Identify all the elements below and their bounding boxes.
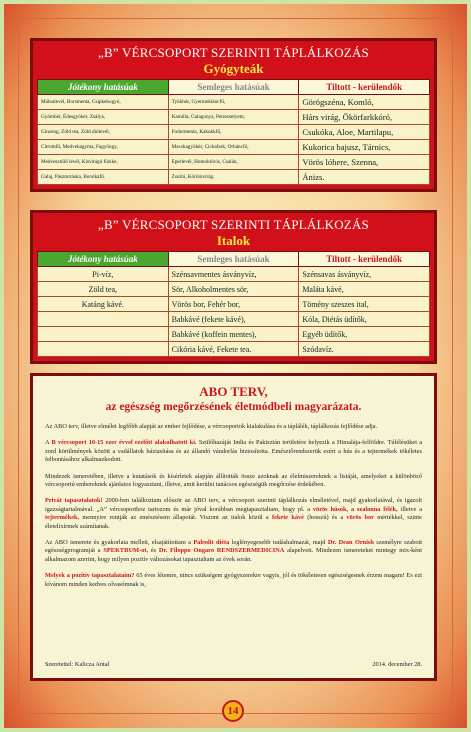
table-row (38, 95, 430, 110)
table1-header (33, 41, 434, 77)
table2-header (33, 213, 434, 249)
cell (38, 312, 169, 327)
table2-title: „B” VÉRCSOPORT SZERINTI TÁPLÁLKOZÁS (98, 217, 369, 232)
cell: Ginzeng, Zöld tea, Zöld diólevél, (38, 125, 169, 140)
highlight-text: B vércsoport 10-15 ezer évvel ezelőtt alakulhatott ki. (51, 439, 197, 447)
abo-paragraph-4 (45, 497, 422, 531)
cell: Vörös bor, Fehér bor, (168, 297, 299, 312)
cell: Zsurló, Körömvirág. (168, 170, 299, 185)
text: alapelveit. Mindezen ismereteket mintegy mix-ként alkalmazom azerint, hogy milyen pozitív változásokat tapasztaltam az évek során. (45, 547, 422, 563)
highlight-text: Privát tapasztalatok! (45, 497, 103, 505)
cell: Hárs virág, Ökörfarkkóró, (299, 110, 430, 125)
cell: Cikória kávé, Fekete tea. (168, 342, 299, 357)
highlight-text: vörös húsok, a szalonna félék, (312, 505, 398, 513)
text: illetve a (397, 505, 422, 513)
cell: Eperlevél, Homoktövis, Csalán, (168, 155, 299, 170)
text: mennyire rontják az emésztésem állapotát. Viszont az italok közül a (79, 514, 272, 522)
cell (38, 327, 169, 342)
signature-line (45, 661, 422, 668)
highlight-text: vörös bor (346, 514, 374, 522)
cell: Kóla, Diétás üdítők, (299, 312, 430, 327)
cell: Babkávé (fekete kávé), (168, 312, 299, 327)
cell: Kukorica bajusz, Tárnics, (299, 140, 430, 155)
abo-paragraph-6 (45, 572, 422, 589)
table2-header-row (38, 252, 430, 267)
cell: Sör, Alkoholmentes sör, (168, 282, 299, 297)
drinks-table-box (30, 210, 437, 364)
table-row (38, 312, 430, 327)
cell: Szénsavmentes ásványvíz, (168, 267, 299, 282)
cell: Fodormenta, Kakukkfű, (168, 125, 299, 140)
table-row (38, 342, 430, 357)
abo-subtitle: az egészség megőrzésének életmódbeli magyarázata. (105, 401, 362, 413)
cell: Tömény szeszes ital, (299, 297, 430, 312)
cell: Maláta kávé, (299, 282, 430, 297)
table-row (38, 155, 430, 170)
col-beneficial: Jótékony hatásúak (38, 80, 169, 95)
cell: Galaj, Pásztortáska, Borsikafű. (38, 170, 169, 185)
cell: Katáng kávé. (38, 297, 169, 312)
abo-paragraph-5 (45, 539, 422, 564)
cell: Görögszéna, Komló, (299, 95, 430, 110)
text: Szülőhazáját India és Pakisztán területére helyezik a Himalája-felföldre. Túlélésüket a zord körülmények között a vadállatok háziasítása és az állandó vándorlás biztosította. Emésztőrendszerük ezért a hús és a tejtermékek tökéletes felbontásához alkalmazkodott. (45, 439, 422, 464)
cell: Ánizs. (299, 170, 430, 185)
col-forbidden: Tiltott - kerülendők (299, 252, 430, 267)
text: mértékkel, szinte életelixírmek számítanak. (45, 514, 422, 530)
col-forbidden: Tiltott - kerülendők (299, 80, 430, 95)
text: 65 éves létemre, nincs szükségem gyógyszerekre vagyis, jól és tökéletesen egészségesnek érzem magam! Es ezt kívánom minden kedves olvasómnak is, (45, 572, 423, 588)
highlight-text: Melyek a pozitív tapasztalataim? (45, 572, 135, 580)
cell: Babkávé (koffein mentes), (168, 327, 299, 342)
table2-subtitle: Italok (216, 233, 251, 248)
table-row (38, 170, 430, 185)
drinks-table (37, 251, 430, 357)
table1-title: „B” VÉRCSOPORT SZERINTI TÁPLÁLKOZÁS (98, 45, 369, 60)
abo-paragraph-2 (45, 439, 422, 464)
table-row (38, 125, 430, 140)
table1-subtitle: Gyógyteák (203, 61, 264, 76)
table-row (38, 140, 430, 155)
text: személyre szabott egészségprogramját a (45, 539, 422, 555)
cell: Csukóka, Aloe, Martilapu, (299, 125, 430, 140)
cell: Gyömbér, Édesgyökér, Zsálya, (38, 110, 169, 125)
cell: Macskagyökér, Cickafark, Orbáncfű, (168, 140, 299, 155)
text: és (148, 547, 159, 555)
herbal-tea-table-box (30, 38, 437, 192)
cell: Pi-víz, (38, 267, 169, 282)
abo-paragraph-1: Az ABO terv, illetve elmélet legfőbb alapját az ember fejlődése, a vércsoportok kialakulása és a táplálék, táplálkozás fejlődése adja. (45, 423, 378, 430)
cell: Szódavíz. (299, 342, 430, 357)
text: leglényegesebb tudáshalmazát, majd (229, 539, 328, 547)
abo-paragraph-3: Mindezek ismeretében, illetve a kutatások és kísérletek alapján állították össze azoknak az élelmiszereknek a listáját, amelyeket a különböző vércsoportú embereknek ajánlatos fogyasztani, illetve, amit kerülni tanácsos egészségük megőrzése érdekében. (45, 472, 422, 489)
cell: Kamilla, Galagonya, Petrezselyem, (168, 110, 299, 125)
cell: Zöld tea, (38, 282, 169, 297)
table-row (38, 110, 430, 125)
col-neutral: Semleges hatásúak (168, 252, 299, 267)
text: (hosszú) és a (303, 514, 347, 522)
highlight-text: Dr. Dean Ornish (327, 539, 374, 547)
col-beneficial: Jótékony hatásúak (38, 252, 169, 267)
highlight-text: tejtermékek, (45, 514, 80, 522)
text: A (45, 439, 52, 447)
page-number: 14 (222, 700, 244, 722)
cell: Medvesztőlő levél, Kisvirágú füzike, (38, 155, 169, 170)
cell: Szénsavas ásványvíz, (299, 267, 430, 282)
date: 2014. december 28. (372, 661, 422, 668)
cell: Citromfű, Medvehagyma, Fagyöngy, (38, 140, 169, 155)
herbal-tea-table (37, 79, 430, 185)
abo-article-box (30, 373, 437, 681)
cell: Málnalevél, Borsmenta, Csipkebogyó, (38, 95, 169, 110)
text: 2000-ben találkoztam először az ABO terv, a vércsoport szerinti táplálkozás elméletével, majd gyakorlatával, és igazolt igazságtartalmával. „A” vércsoporthoz tartozom és már jóval korábban megtapasztaltam, hogy pl. a (45, 497, 422, 513)
table-row (38, 327, 430, 342)
author: Szeretettel: Kalicza Antal (45, 661, 110, 668)
abo-title: ABO TERV, (199, 384, 268, 399)
highlight-text: SPEKTRUM-ot, (103, 547, 149, 555)
highlight-text: Dr. Filoppo Ongaro RENDSZERMEDICINA (158, 547, 285, 555)
highlight-text: Paleolit diéta (193, 539, 230, 547)
cell: Vörös lóhere, Szenna, (299, 155, 430, 170)
text: Az ABO ismerete és gyakorlata mellett, elsajátítottam a (45, 539, 194, 547)
cell (38, 342, 169, 357)
table-row (38, 267, 430, 282)
table-row (38, 297, 430, 312)
cell: Egyéb üdítők, (299, 327, 430, 342)
table1-header-row (38, 80, 430, 95)
cell: Tyúkhúr, Gyermekláncfű, (168, 95, 299, 110)
highlight-text: fekete kávé (272, 514, 304, 522)
col-neutral: Semleges hatásúak (168, 80, 299, 95)
table-row (38, 282, 430, 297)
